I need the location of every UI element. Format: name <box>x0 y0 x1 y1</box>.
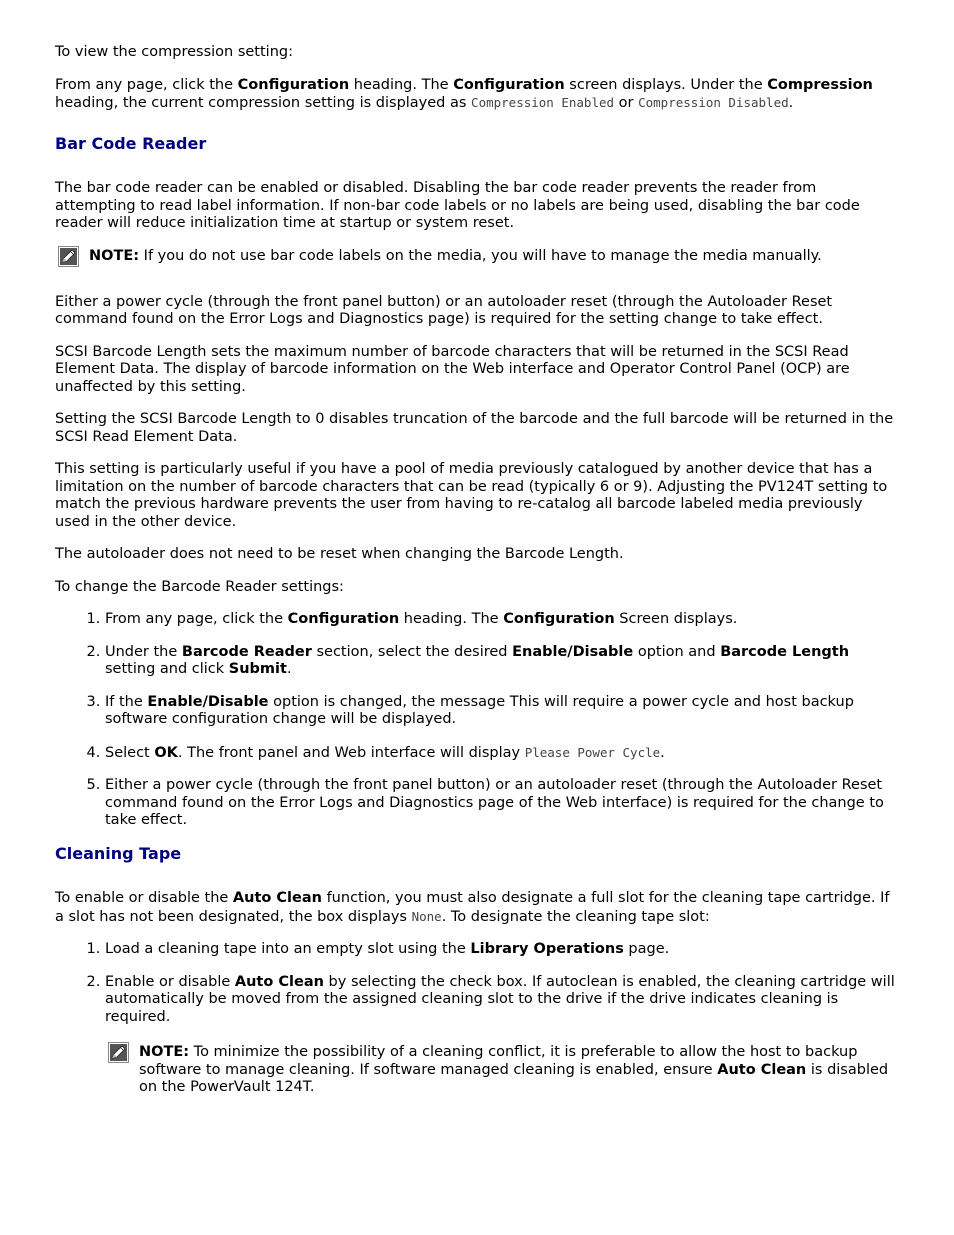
barcode-step-3: 3. If the Enable/Disable option is changed, the message This will require a power cycle and host backup software configuration change will be displayed. <box>105 694 900 729</box>
barcode-step-5: 5. Either a power cycle (through the front panel button) or an autoloader reset (through the Autoloader Reset command found on the Error Logs and Diagnostics page of the Web interface) is required for the change to take effect. <box>105 777 900 830</box>
barcode-paragraph-2: Either a power cycle (through the front panel button) or an autoloader reset (through the Autoloader Reset command found on the Error Logs and Diagnostics page) is required for the setting change to take effect. <box>55 293 833 327</box>
cleaning-steps-list <box>55 941 900 1026</box>
cleaning-paragraph-1: To enable or disable the Auto Clean function, you must also designate a full slot for the cleaning tape cartridge. If a slot has not been designated, the box displays None. To designate the cleaning tape slot: <box>55 890 890 925</box>
barcode-note: NOTE: If you do not use bar code labels on the media, you will have to manage the media manually. <box>58 248 900 267</box>
barcode-paragraph-6: The autoloader does not need to be reset when changing the Barcode Length. <box>55 546 624 562</box>
barcode-paragraph-4: Setting the SCSI Barcode Length to 0 disables truncation of the barcode and the full barcode will be returned in the SCSI Read Element Data. <box>55 411 894 445</box>
cleaning-step-2: 2. Enable or disable Auto Clean by selecting the check box. If autoclean is enabled, the cleaning cartridge will automatically be moved from the assigned cleaning slot to the drive if the drive indicates cleaning is required. <box>105 974 900 1027</box>
cleaning-tape-heading: Cleaning Tape <box>55 843 182 863</box>
note-label: NOTE: <box>89 247 140 264</box>
note-pencil-icon <box>108 1042 129 1063</box>
compression-paragraph: From any page, click the Configuration heading. The Configuration screen displays. Under the Compression heading, the current compression setting is displayed as Compression Enabled or Compression Disabled. <box>55 76 873 111</box>
barcode-paragraph-3: SCSI Barcode Length sets the maximum number of barcode characters that will be returned in the SCSI Read Element Data. The display of barcode information on the Web interface and Operator Control Panel (OCP) are unaffected by this setting. <box>55 343 850 395</box>
note-pencil-icon <box>58 246 79 267</box>
barcode-step-2: 2. Under the Barcode Reader section, select the desired Enable/Disable option and Barcode Length setting and click Submit. <box>105 644 900 679</box>
cleaning-step-1: 1. Load a cleaning tape into an empty slot using the Library Operations page. <box>105 941 900 959</box>
note-label: NOTE: <box>139 1044 190 1060</box>
compression-disabled-text: Compression Disabled <box>638 95 789 110</box>
barcode-paragraph-5: This setting is particularly useful if you have a pool of media previously catalogued by another device that has a limitation on the number of barcode characters that can be read (typically 6 or 9). Adjusting the PV124T setting to match the previous hardware prevents the user from having to re-catalog all barcode labeled media previously used in the other device. <box>55 461 888 530</box>
barcode-step-1: 1. From any page, click the Configuration heading. The Configuration Screen displays. <box>105 611 900 629</box>
barcode-step-4: 4. Select OK. The front panel and Web interface will display Please Power Cycle. <box>105 744 900 763</box>
document-page <box>55 44 900 1124</box>
compression-enabled-text: Compression Enabled <box>471 95 615 110</box>
cleaning-note: NOTE: To minimize the possibility of a cleaning conflict, it is preferable to allow the host to backup software to manage cleaning. If software managed cleaning is enabled, ensure Auto Clean is disabled on the PowerVault 124T. <box>108 1044 900 1097</box>
barcode-steps-list <box>55 611 900 830</box>
bar-code-reader-heading: Bar Code Reader <box>55 133 207 153</box>
intro-line: To view the compression setting: <box>55 44 293 60</box>
barcode-paragraph-7: To change the Barcode Reader settings: <box>55 578 344 595</box>
please-power-cycle-text: Please Power Cycle <box>524 744 661 760</box>
barcode-paragraph-1: The bar code reader can be enabled or disabled. Disabling the bar code reader prevents the reader from attempting to read label information. If non-bar code labels or no labels are being used, disabling the bar code reader will reduce initialization time at startup or system reset. <box>55 180 860 231</box>
none-text: None <box>411 908 442 924</box>
